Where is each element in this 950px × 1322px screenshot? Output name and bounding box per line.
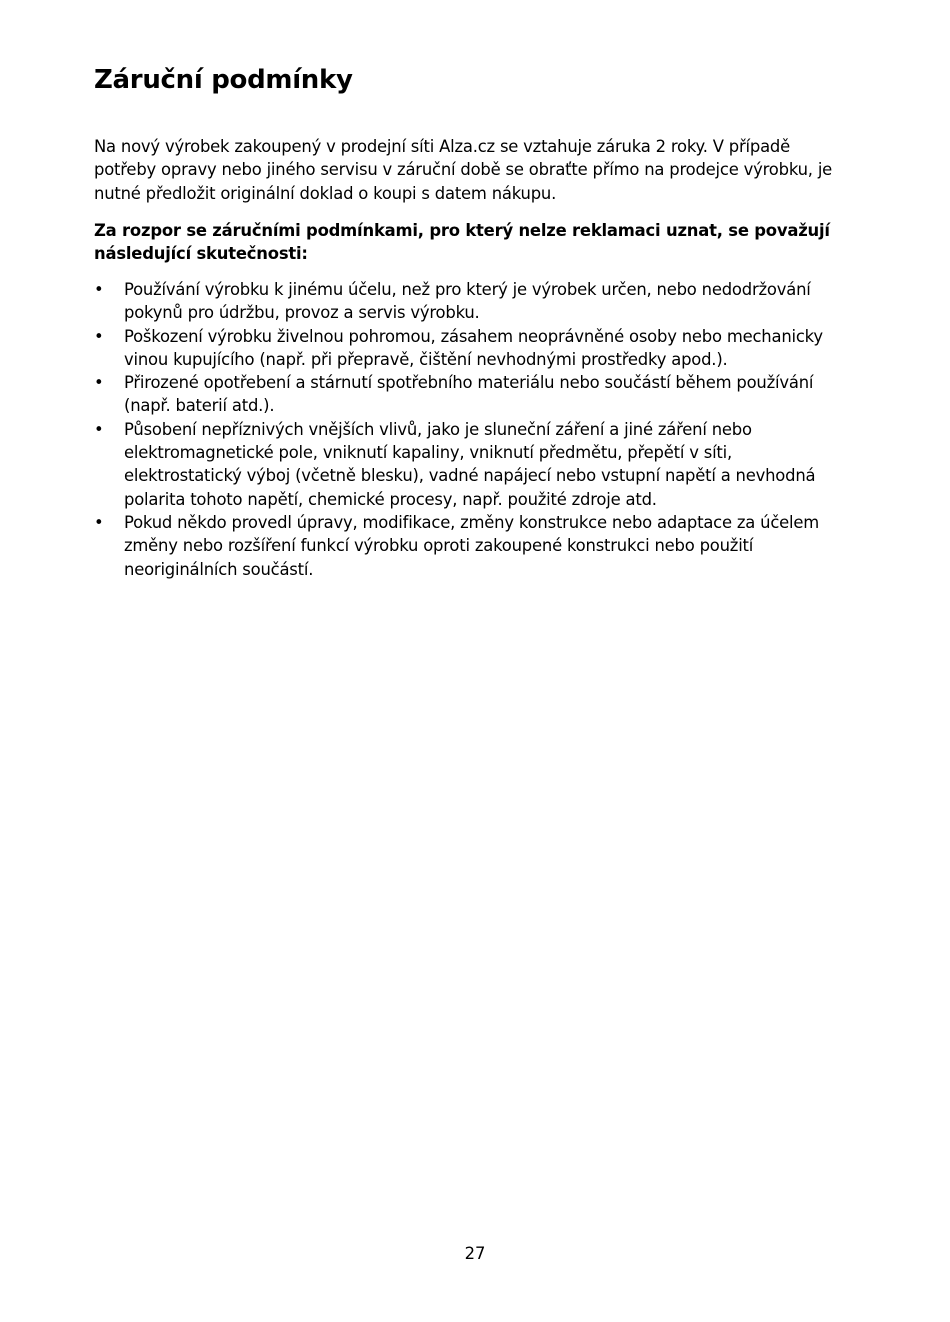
- page-number: 27: [464, 1244, 486, 1263]
- bullet-icon: •: [94, 512, 104, 532]
- conditions-list: [94, 278, 854, 581]
- condition-text: Používání výrobku k jinému účelu, než pro který je výrobek určen, nebo nedodržování pokynů pro údržbu, provoz a servis výrobku.: [124, 280, 811, 323]
- conditions-lead: Za rozpor se záručními podmínkami, pro který nelze reklamaci uznat, se považují následující skutečnosti:: [94, 221, 830, 264]
- condition-text: Pokud někdo provedl úpravy, modifikace, změny konstrukce nebo adaptace za účelem změny nebo rozšíření funkcí výrobku oproti zakoupené konstrukci nebo použití neoriginálních součástí.: [124, 512, 820, 579]
- condition-text: Poškození výrobku živelnou pohromou, zásahem neoprávněné osoby nebo mechanicky vinou kupujícího (např. při přepravě, čištění nevhodnými prostředky apod.).: [124, 326, 823, 369]
- condition-text: Přirozené opotřebení a stárnutí spotřebního materiálu nebo součástí během používání (např. baterií atd.).: [124, 373, 814, 416]
- list-item: [94, 418, 854, 511]
- page-title: Záruční podmínky: [94, 65, 353, 95]
- list-item: [94, 511, 854, 581]
- condition-text: Působení nepříznivých vnějších vlivů, jako je sluneční záření a jiné záření nebo elektromagnetické pole, vniknutí kapaliny, vniknutí předmětu, přepětí v síti, elektrostatický výboj (včetně blesku), vadné napájecí nebo vstupní napětí a nevhodná polarita tohoto napětí, chemické procesy, např. použité zdroje atd.: [124, 419, 816, 509]
- bullet-icon: •: [94, 419, 104, 439]
- bullet-icon: •: [94, 280, 104, 299]
- list-item: [94, 371, 854, 418]
- list-item: [94, 278, 854, 325]
- intro-paragraph: Na nový výrobek zakoupený v prodejní síti Alza.cz se vztahuje záruka 2 roky. V případě potřeby opravy nebo jiného servisu v záruční době se obraťte přímo na prodejce výrobku, je nutné předložit originální doklad o koupi s datem nákupu.: [94, 137, 833, 203]
- bullet-icon: •: [94, 326, 104, 346]
- list-item: [94, 325, 854, 372]
- bullet-icon: •: [94, 373, 104, 393]
